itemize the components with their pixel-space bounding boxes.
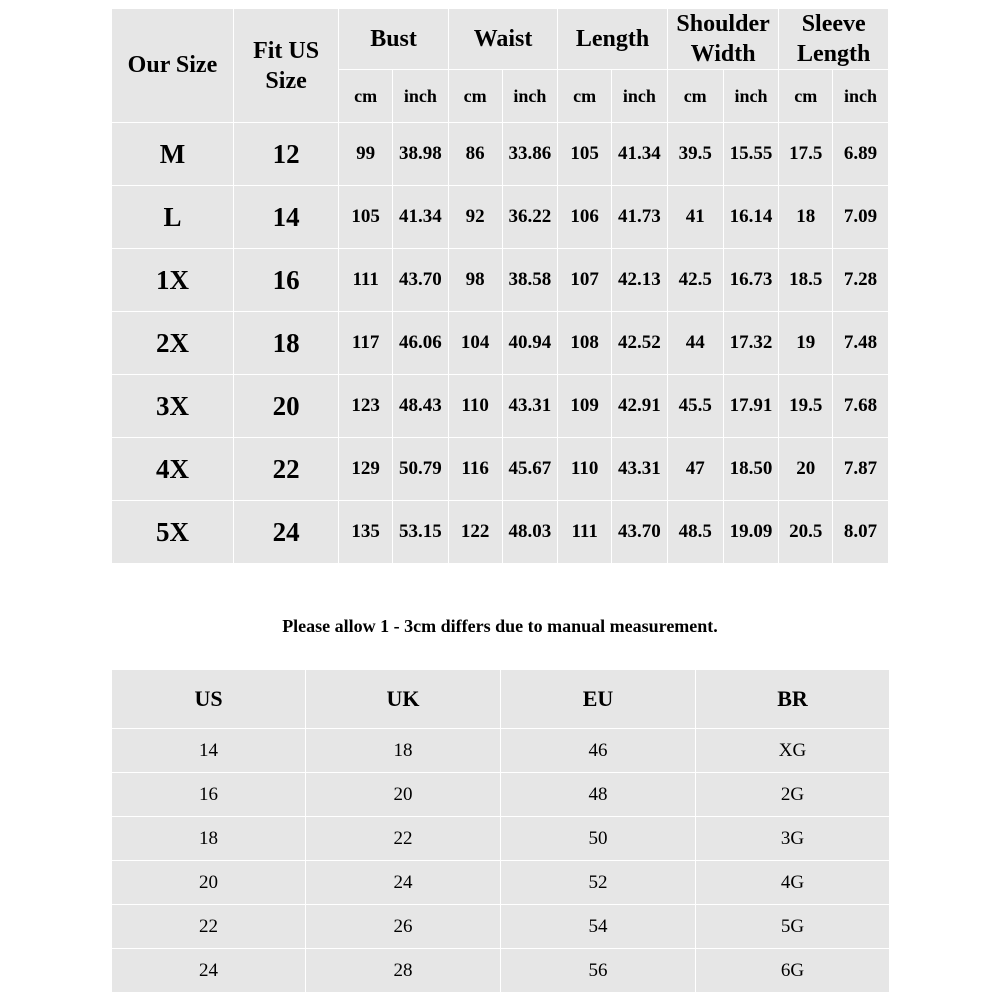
- cell-our-size: 2X: [112, 312, 234, 375]
- cell-fit-us: 16: [233, 249, 338, 312]
- cell-bust-inch: 43.70: [393, 249, 449, 312]
- cell-length-cm: 106: [558, 186, 612, 249]
- cell-br: 2G: [696, 773, 890, 817]
- cell-sleeve-cm: 20.5: [779, 501, 833, 564]
- cell-shoulder-cm: 41: [667, 186, 723, 249]
- header-fit-us-size: Fit US Size: [233, 9, 338, 123]
- cell-us: 14: [112, 729, 306, 773]
- cell-length-cm: 105: [558, 123, 612, 186]
- cell-bust-inch: 38.98: [393, 123, 449, 186]
- cell-bust-cm: 99: [339, 123, 393, 186]
- cell-bust-cm: 111: [339, 249, 393, 312]
- cell-fit-us: 12: [233, 123, 338, 186]
- header-uk: UK: [306, 670, 501, 729]
- cell-waist-inch: 48.03: [502, 501, 558, 564]
- table-row: [112, 186, 889, 249]
- cell-sleeve-inch: 7.48: [833, 312, 889, 375]
- cell-waist-inch: 38.58: [502, 249, 558, 312]
- cell-bust-inch: 41.34: [393, 186, 449, 249]
- header-unit-bust-cm: cm: [339, 70, 393, 123]
- table-row: [112, 861, 890, 905]
- cell-waist-inch: 43.31: [502, 375, 558, 438]
- header-our-size: Our Size: [112, 9, 234, 123]
- cell-waist-cm: 122: [448, 501, 502, 564]
- cell-eu: 46: [501, 729, 696, 773]
- cell-uk: 24: [306, 861, 501, 905]
- header-waist: Waist: [448, 9, 558, 70]
- cell-bust-inch: 46.06: [393, 312, 449, 375]
- cell-waist-cm: 86: [448, 123, 502, 186]
- cell-bust-cm: 117: [339, 312, 393, 375]
- cell-eu: 56: [501, 949, 696, 993]
- table-row: [112, 312, 889, 375]
- cell-bust-inch: 48.43: [393, 375, 449, 438]
- cell-sleeve-cm: 17.5: [779, 123, 833, 186]
- cell-sleeve-inch: 7.87: [833, 438, 889, 501]
- conversion-table: [111, 669, 890, 993]
- cell-us: 18: [112, 817, 306, 861]
- cell-shoulder-cm: 42.5: [667, 249, 723, 312]
- cell-bust-cm: 129: [339, 438, 393, 501]
- cell-waist-cm: 98: [448, 249, 502, 312]
- cell-our-size: 4X: [112, 438, 234, 501]
- cell-sleeve-cm: 18.5: [779, 249, 833, 312]
- conversion-table-body: [112, 729, 890, 993]
- cell-waist-cm: 92: [448, 186, 502, 249]
- cell-shoulder-inch: 17.32: [723, 312, 779, 375]
- conversion-header-row: [112, 670, 890, 729]
- cell-shoulder-inch: 18.50: [723, 438, 779, 501]
- cell-sleeve-inch: 7.28: [833, 249, 889, 312]
- header-unit-length-cm: cm: [558, 70, 612, 123]
- header-br: BR: [696, 670, 890, 729]
- cell-bust-cm: 135: [339, 501, 393, 564]
- table-row: [112, 501, 889, 564]
- cell-length-inch: 41.34: [612, 123, 668, 186]
- cell-fit-us: 24: [233, 501, 338, 564]
- cell-br: 3G: [696, 817, 890, 861]
- table-row: [112, 375, 889, 438]
- cell-fit-us: 20: [233, 375, 338, 438]
- cell-waist-inch: 40.94: [502, 312, 558, 375]
- cell-length-inch: 42.52: [612, 312, 668, 375]
- cell-length-cm: 111: [558, 501, 612, 564]
- cell-shoulder-inch: 15.55: [723, 123, 779, 186]
- cell-length-inch: 43.31: [612, 438, 668, 501]
- header-unit-sleeve-cm: cm: [779, 70, 833, 123]
- cell-sleeve-inch: 8.07: [833, 501, 889, 564]
- cell-bust-inch: 50.79: [393, 438, 449, 501]
- cell-length-cm: 107: [558, 249, 612, 312]
- cell-shoulder-cm: 44: [667, 312, 723, 375]
- header-unit-shoulder-inch: inch: [723, 70, 779, 123]
- cell-shoulder-inch: 19.09: [723, 501, 779, 564]
- cell-waist-inch: 45.67: [502, 438, 558, 501]
- header-us: US: [112, 670, 306, 729]
- cell-shoulder-cm: 47: [667, 438, 723, 501]
- cell-br: XG: [696, 729, 890, 773]
- size-table: [111, 8, 889, 564]
- cell-sleeve-cm: 18: [779, 186, 833, 249]
- header-eu: EU: [501, 670, 696, 729]
- header-bust: Bust: [339, 9, 449, 70]
- cell-fit-us: 18: [233, 312, 338, 375]
- cell-shoulder-inch: 16.14: [723, 186, 779, 249]
- cell-sleeve-cm: 20: [779, 438, 833, 501]
- cell-fit-us: 14: [233, 186, 338, 249]
- cell-our-size: L: [112, 186, 234, 249]
- cell-us: 16: [112, 773, 306, 817]
- cell-length-inch: 42.91: [612, 375, 668, 438]
- cell-sleeve-cm: 19: [779, 312, 833, 375]
- header-length: Length: [558, 9, 668, 70]
- cell-br: 4G: [696, 861, 890, 905]
- size-table-header-row-1: [112, 9, 889, 70]
- cell-our-size: 5X: [112, 501, 234, 564]
- cell-uk: 20: [306, 773, 501, 817]
- table-row: [112, 949, 890, 993]
- cell-eu: 48: [501, 773, 696, 817]
- cell-br: 6G: [696, 949, 890, 993]
- cell-our-size: 3X: [112, 375, 234, 438]
- cell-uk: 22: [306, 817, 501, 861]
- cell-waist-cm: 110: [448, 375, 502, 438]
- cell-eu: 52: [501, 861, 696, 905]
- header-shoulder-width: Shoulder Width: [667, 9, 779, 70]
- cell-shoulder-cm: 48.5: [667, 501, 723, 564]
- cell-br: 5G: [696, 905, 890, 949]
- cell-eu: 54: [501, 905, 696, 949]
- header-sleeve-length: Sleeve Length: [779, 9, 889, 70]
- cell-uk: 26: [306, 905, 501, 949]
- table-row: [112, 249, 889, 312]
- cell-our-size: M: [112, 123, 234, 186]
- cell-us: 24: [112, 949, 306, 993]
- cell-length-inch: 43.70: [612, 501, 668, 564]
- size-table-body: [112, 123, 889, 564]
- cell-shoulder-inch: 17.91: [723, 375, 779, 438]
- conversion-table-head: [112, 670, 890, 729]
- table-row: [112, 123, 889, 186]
- cell-length-inch: 42.13: [612, 249, 668, 312]
- cell-bust-cm: 123: [339, 375, 393, 438]
- table-row: [112, 773, 890, 817]
- conversion-table-container: [111, 669, 889, 993]
- cell-waist-cm: 116: [448, 438, 502, 501]
- cell-us: 22: [112, 905, 306, 949]
- table-row: [112, 905, 890, 949]
- cell-bust-inch: 53.15: [393, 501, 449, 564]
- header-unit-shoulder-cm: cm: [667, 70, 723, 123]
- header-unit-waist-cm: cm: [448, 70, 502, 123]
- size-table-container: [111, 8, 889, 564]
- cell-shoulder-cm: 39.5: [667, 123, 723, 186]
- cell-sleeve-cm: 19.5: [779, 375, 833, 438]
- cell-uk: 28: [306, 949, 501, 993]
- cell-waist-inch: 33.86: [502, 123, 558, 186]
- header-unit-waist-inch: inch: [502, 70, 558, 123]
- header-unit-length-inch: inch: [612, 70, 668, 123]
- header-unit-bust-inch: inch: [393, 70, 449, 123]
- header-unit-sleeve-inch: inch: [833, 70, 889, 123]
- cell-sleeve-inch: 7.68: [833, 375, 889, 438]
- cell-length-cm: 109: [558, 375, 612, 438]
- cell-sleeve-inch: 6.89: [833, 123, 889, 186]
- cell-waist-inch: 36.22: [502, 186, 558, 249]
- cell-bust-cm: 105: [339, 186, 393, 249]
- table-row: [112, 817, 890, 861]
- table-row: [112, 438, 889, 501]
- cell-fit-us: 22: [233, 438, 338, 501]
- cell-length-inch: 41.73: [612, 186, 668, 249]
- cell-us: 20: [112, 861, 306, 905]
- cell-our-size: 1X: [112, 249, 234, 312]
- cell-waist-cm: 104: [448, 312, 502, 375]
- size-table-head: [112, 9, 889, 123]
- cell-length-cm: 110: [558, 438, 612, 501]
- cell-uk: 18: [306, 729, 501, 773]
- cell-length-cm: 108: [558, 312, 612, 375]
- cell-eu: 50: [501, 817, 696, 861]
- cell-shoulder-inch: 16.73: [723, 249, 779, 312]
- cell-sleeve-inch: 7.09: [833, 186, 889, 249]
- table-row: [112, 729, 890, 773]
- measurement-note: Please allow 1 - 3cm differs due to manual measurement.: [282, 616, 718, 636]
- cell-shoulder-cm: 45.5: [667, 375, 723, 438]
